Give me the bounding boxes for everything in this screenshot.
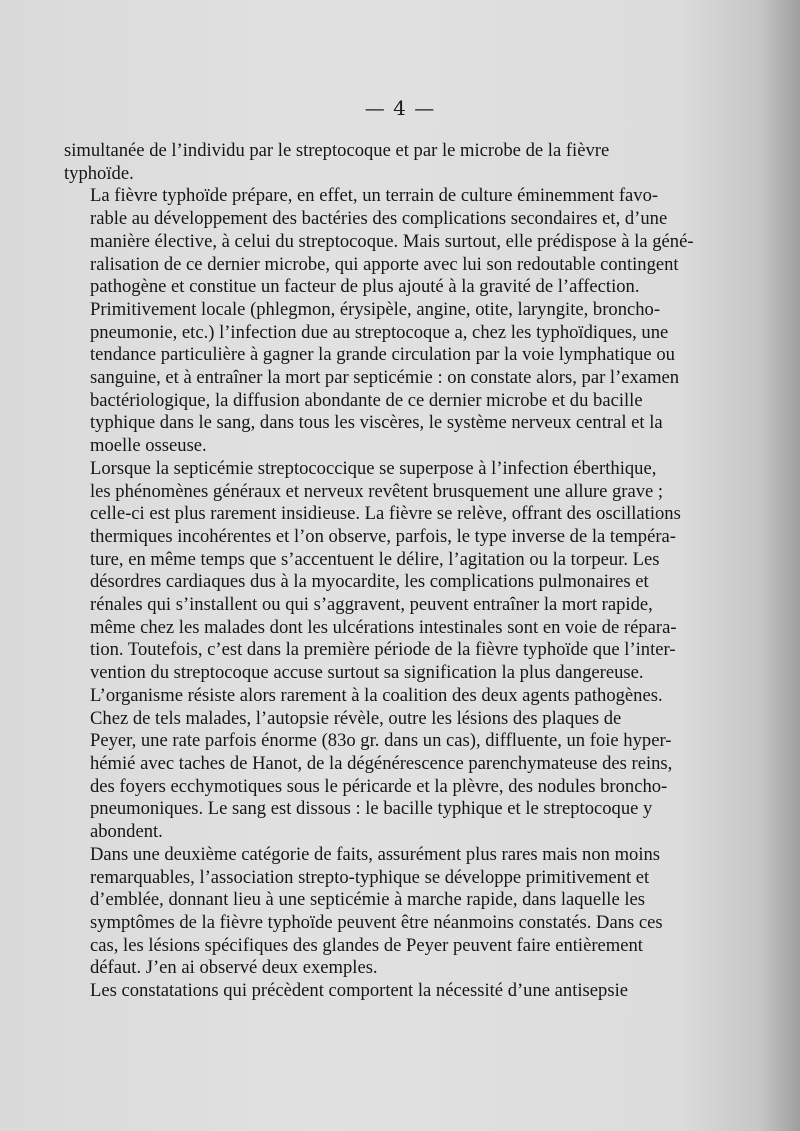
page-number: — 4 — (364, 96, 436, 120)
text-line: des foyers ecchymotiques sous le péricarde et la plèvre, des nodules broncho- (90, 775, 668, 797)
text-line: pneumoniques. Le sang est dissous : le bacille typhique et le streptocoque y (90, 798, 653, 820)
text-line: simultanée de l’individu par le streptocoque et par le microbe de la fièvre (64, 140, 610, 161)
text-line: Dans une deuxième catégorie de faits, assurément plus rares mais non moins (90, 843, 661, 865)
paragraph (64, 458, 724, 708)
text-line: défaut. J’en ai observé deux exemples. (90, 957, 378, 979)
text-line: L’organisme résiste alors rarement à la coalition des deux agents pathogènes. (90, 684, 663, 706)
text-line: rable au développement des bactéries des complications secondaires et, d’une (90, 208, 668, 230)
text-line: thermiques incohérentes et l’on observe, parfois, le type inverse de la tempéra- (90, 525, 676, 547)
text-line: désordres cardiaques dus à la myocardite, les complications pulmonaires et (90, 571, 649, 593)
text-line: les phénomènes généraux et nerveux revêtent brusquement une allure grave ; (90, 480, 664, 502)
text-line: cas, les lésions spécifiques des glandes de Peyer peuvent faire entièrement (90, 934, 643, 956)
text-line: vention du streptocoque accuse surtout sa signification la plus dangereuse. (90, 662, 644, 684)
text-line: abondent. (90, 821, 163, 843)
text-line: pathogène et constitue un facteur de plus ajouté à la gravité de l’affection. (90, 276, 640, 298)
text-line: La fièvre typhoïde prépare, en effet, un terrain de culture éminemment favo- (90, 185, 659, 207)
text-line: typhique dans le sang, dans tous les viscères, le système nerveux central et la (90, 412, 663, 434)
paragraph (64, 844, 724, 980)
paragraph (64, 980, 724, 1003)
text-line: celle-ci est plus rarement insidieuse. La fièvre se relève, offrant des oscillations (90, 503, 681, 525)
text-line: ture, en même temps que s’accentuent le délire, l’agitation ou la torpeur. Les (90, 548, 660, 570)
text-line: Les constatations qui précèdent comportent la nécessité d’une antisepsie (90, 980, 629, 1002)
text-line: remarquables, l’association strepto-typhique se développe primitivement et (90, 866, 650, 888)
text-line: Chez de tels malades, l’autopsie révèle, outre les lésions des plaques de (90, 707, 622, 729)
text-line: bactériologique, la diffusion abondante de ce dernier microbe et du bacille (90, 389, 643, 411)
paragraph (64, 185, 724, 457)
text-line: typhoïde. (64, 162, 134, 184)
text-line: hémié avec taches de Hanot, de la dégénérescence parenchymateuse des reins, (90, 752, 673, 774)
text-line: d’emblée, donnant lieu à une septicémie à marche rapide, dans laquelle les (90, 889, 645, 911)
text-line: Primitivement locale (phlegmon, érysipèle, angine, otite, laryngite, broncho- (90, 298, 661, 320)
text-line: tion. Toutefois, c’est dans la première période de la fièvre typhoïde que l’inter- (90, 639, 676, 661)
text-line: tendance particulière à gagner la grande circulation par la voie lymphatique ou (90, 344, 675, 366)
text-line: symptômes de la fièvre typhoïde peuvent être néanmoins constatés. Dans ces (90, 911, 663, 933)
text-line: rénales qui s’installent ou qui s’aggravent, peuvent entraîner la mort rapide, (90, 594, 653, 616)
paragraph (64, 140, 724, 185)
text-line: Lorsque la septicémie streptococcique se superpose à l’infection éberthique, (90, 457, 657, 479)
paragraph (64, 708, 724, 844)
text-line: même chez les malades dont les ulcérations intestinales sont en voie de répara- (90, 616, 677, 638)
text-line: moelle osseuse. (90, 435, 207, 457)
body-text (64, 140, 724, 1003)
text-line: Peyer, une rate parfois énorme (83o gr. dans un cas), diffluente, un foie hyper- (90, 730, 672, 752)
text-line: manière élective, à celui du streptocoque. Mais surtout, elle prédispose à la géné- (90, 230, 694, 252)
text-line: sanguine, et à entraîner la mort par septicémie : on constate alors, par l’examen (90, 367, 680, 389)
text-line: ralisation de ce dernier microbe, qui apporte avec lui son redoutable contingent (90, 253, 679, 275)
text-line: pneumonie, etc.) l’infection due au streptocoque a, chez les typhoïdiques, une (90, 321, 669, 343)
